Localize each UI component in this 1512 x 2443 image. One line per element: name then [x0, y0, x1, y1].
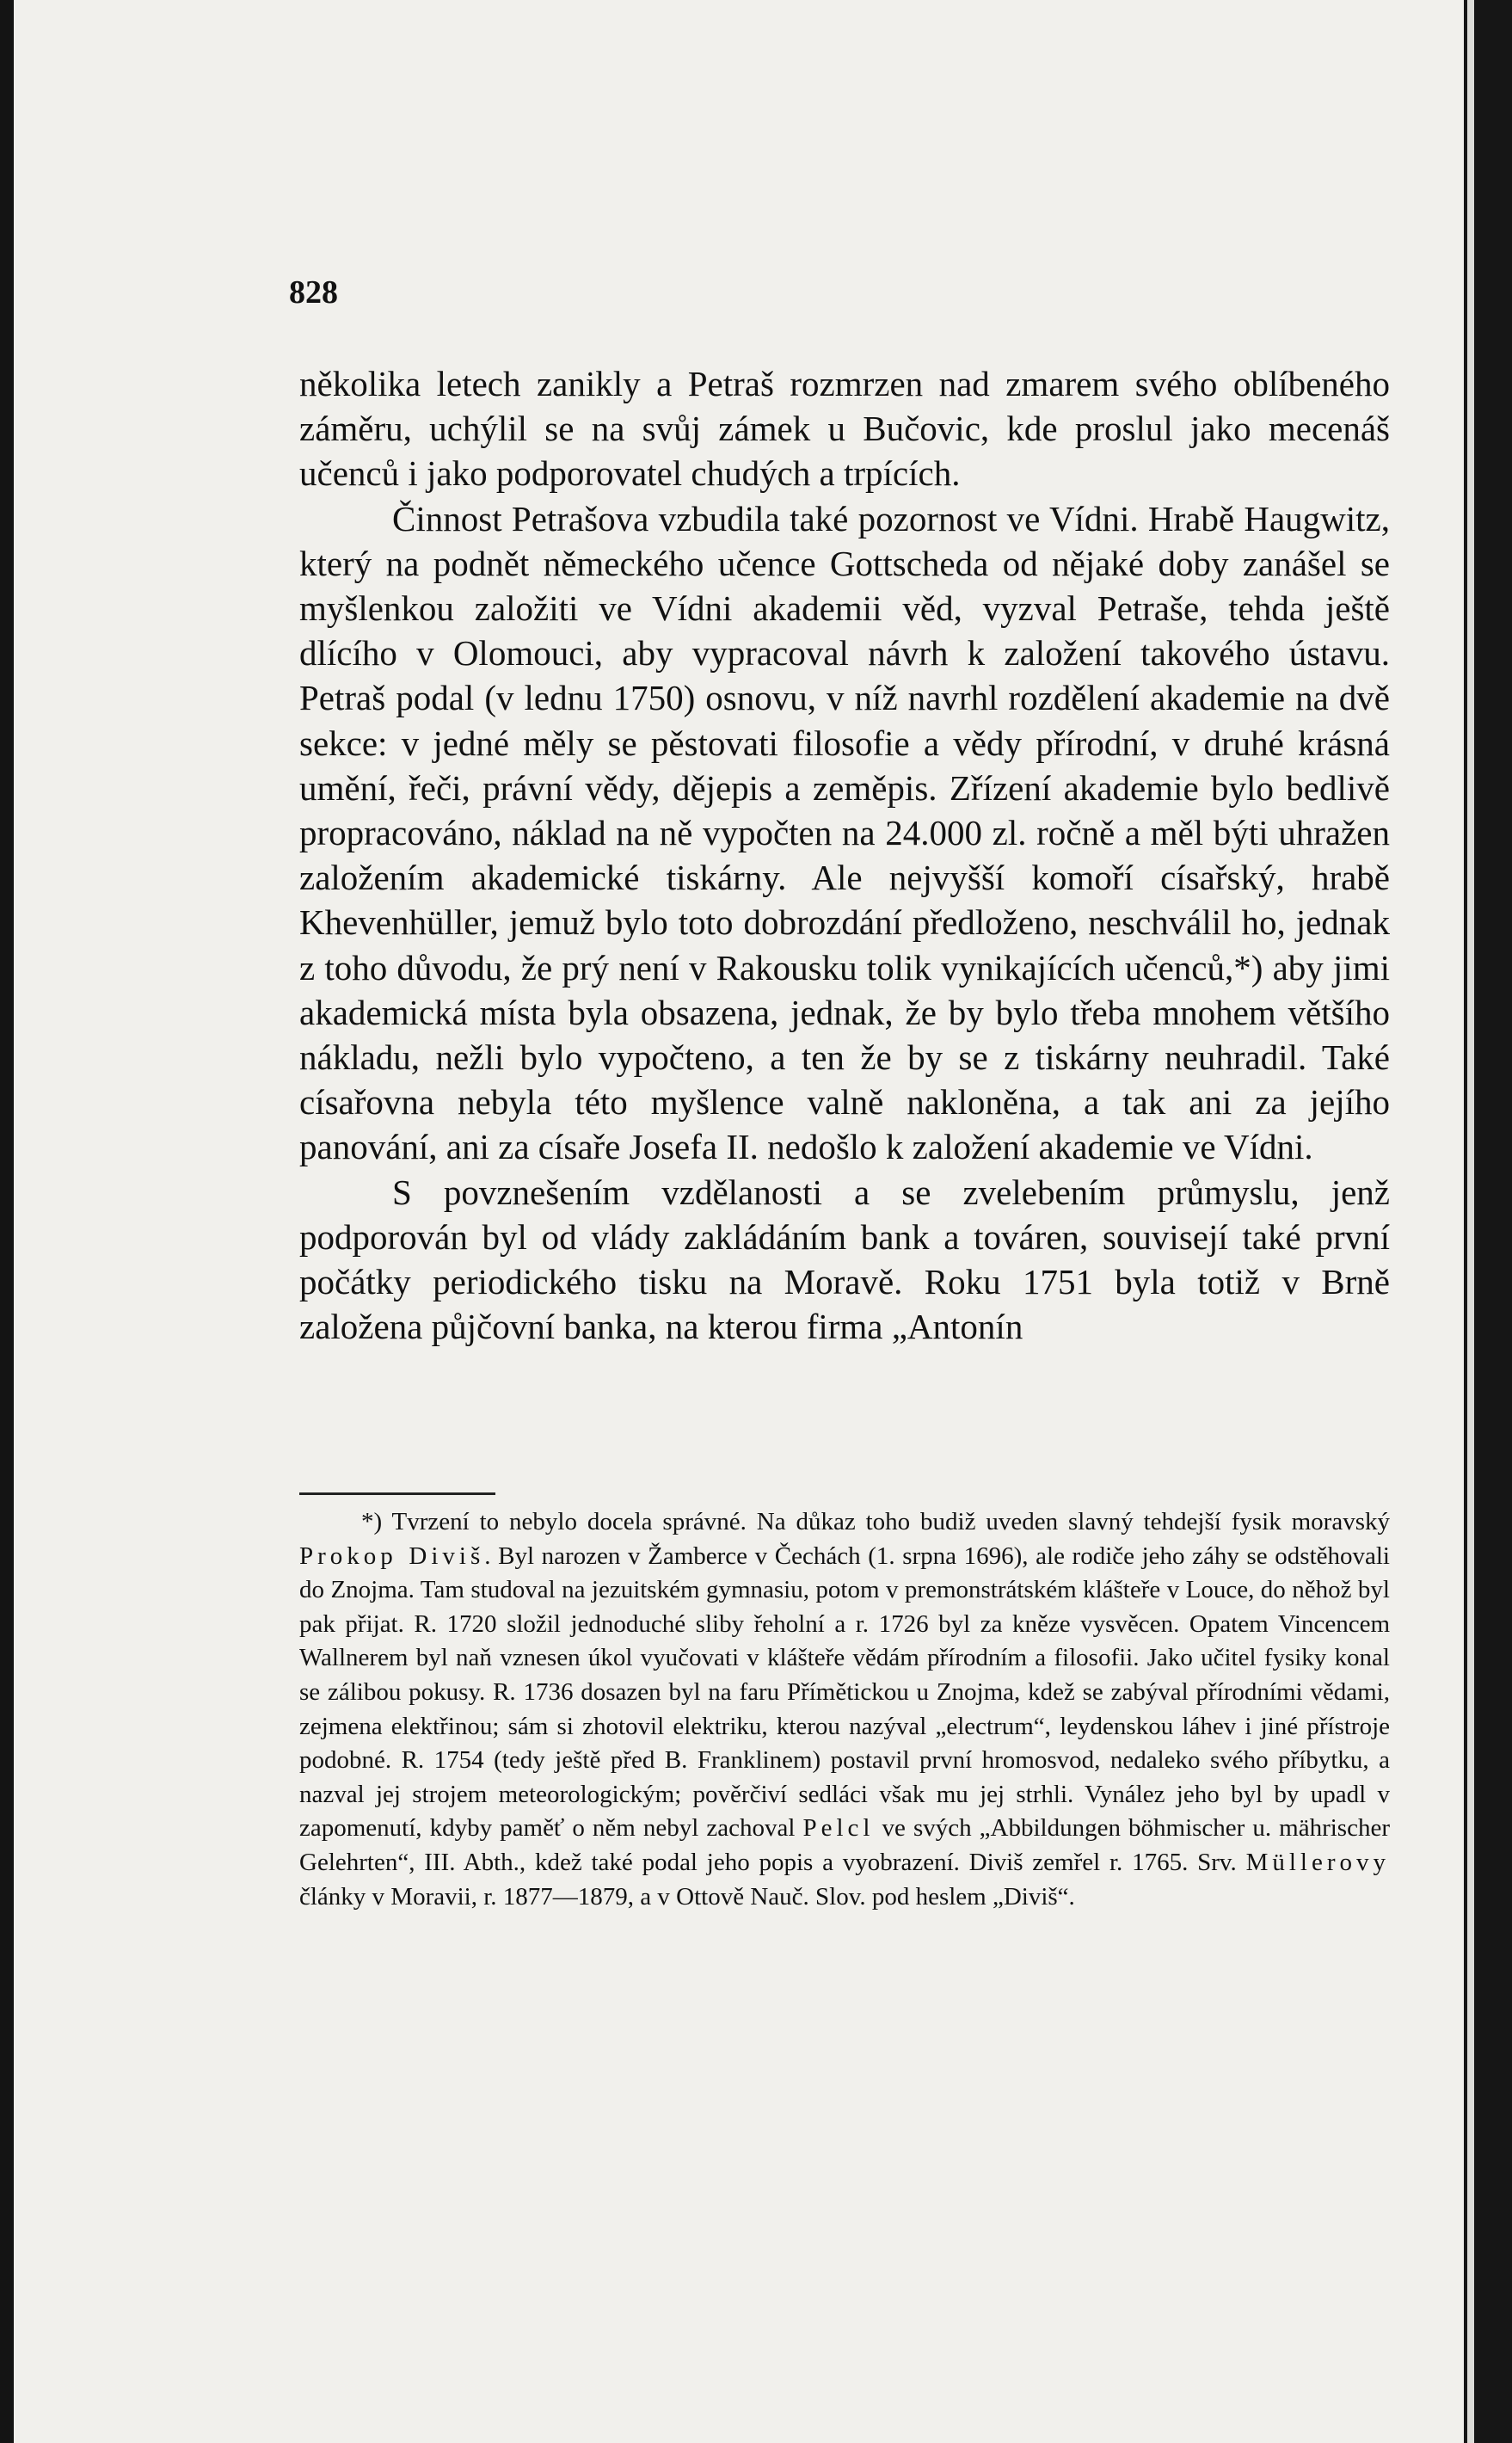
page-edge-line — [1467, 0, 1474, 2443]
footnote — [299, 1505, 1390, 1914]
footnote-name-muller: Müllerovy — [1245, 1848, 1390, 1876]
footnote-text-4: články v Moravii, r. 1877—1879, a v Ottově Nauč. Slov. pod heslem „Diviš“. — [299, 1882, 1075, 1911]
footnote-separator — [299, 1492, 495, 1495]
page-number: 828 — [289, 274, 338, 311]
footnote-name-pelcl: Pelcl — [802, 1814, 875, 1843]
paragraph-3: S povznešením vzdělanosti a se zvelebením průmyslu, jenž podporován byl od vlády zakládáním bank a továren, souvisejí také první počátky periodického tisku na Moravě. Roku 1751 byla totiž v Brně založena půjčovní banka, na kterou firma „Antonín — [299, 1172, 1390, 1347]
paragraph-1: několika letech zanikly a Petraš rozmrzen nad zmarem svého oblíbeného záměru, uchýlil se na svůj zámek u Bučovic, kde proslul jako mecenáš učenců i jako podporovatel chudých a trpících. — [299, 364, 1390, 494]
footnote-text-1: *) Tvrzení to nebylo docela správné. Na důkaz toho budiž uveden slavný tehdejší fysik moravský — [361, 1508, 1390, 1535]
footnote-text-2: . Byl narozen v Žamberce v Čechách (1. srpna 1696), ale rodiče jeho záhy se odstěhovali do Znojma. Tam studoval na jezuitském gymnasiu, potom v premonstrátském klášteře v Louce, do něhož byl pak přijat. R. 1720 složil jednoduché sliby řeholní a r. 1726 byl za kněze vysvěcen. Opatem Vincencem Wallnerem byl naň vznesen úkol vyučovati v klášteře vědám přírodním a filosofii. Jako učitel fysiky konal se zálibou pokusy. R. 1736 dosazen byl na faru Přímětickou u Znojma, kdež se zabýval přírodními vědami, zejmena elektřinou; sám si zhotovil elektriku, kterou nazýval „electrum“, leydenskou láhev i jiné přístroje podobné. R. 1754 (tedy ještě před B. Franklinem) postavil první hromosvod, nedaleko svého příbytku, a nazval jej strojem meteorologickým; pověrčiví sedláci však mu jej strhli. Vynález jeho byl by upadl v zapomenutí, kdyby paměť o něm nebyl zachoval — [299, 1541, 1390, 1843]
footnote-text-3: ve svých „Abbildungen böhmischer u. mährischer Gelehrten“, III. Abth., kdež také podal jeho popis a vyobrazení. Diviš zemřel r. 1765. Srv. — [299, 1814, 1390, 1876]
paragraph-2: Činnost Petrašova vzbudila také pozornost ve Vídni. Hrabě Haugwitz, který na podnět německého učence Gottscheda od nějaké doby zanášel se myšlenkou založiti ve Vídni akademii věd, vyzval Petraše, tehda ještě dlícího v Olomouci, aby vypracoval návrh k založení takového ústavu. Petraš podal (v lednu 1750) osnovu, v níž navrhl rozdělení akademie na dvě sekce: v jedné měly se pěstovati filosofie a vědy přírodní, v druhé krásná umění, řeči, právní vědy, dějepis a zeměpis. Zřízení akademie bylo bedlivě propracováno, náklad na ně vypočten na 24.000 zl. ročně a měl býti uhražen založením akademické tiskárny. Ale nejvyšší komoří císařský, hrabě Khevenhüller, jemuž bylo toto dobrozdání předloženo, neschválil ho, jednak z toho důvodu, že prý není v Rakousku tolik vynikajících učenců,*) aby jimi akademická místa byla obsazena, jednak, že by bylo třeba mnohem většího nákladu, nežli bylo vypočteno, a ten že by se z tiskárny neuhradil. Také císařovna nebyla této myšlence valně nakloněna, a tak ani za jejího panování, ani za císaře Josefa II. nedošlo k založení akademie ve Vídni. — [299, 498, 1390, 1167]
main-text — [299, 361, 1390, 1349]
footnote-paragraph — [299, 1505, 1390, 1914]
footnote-name-prokop-divis: Prokop Diviš — [299, 1541, 485, 1570]
